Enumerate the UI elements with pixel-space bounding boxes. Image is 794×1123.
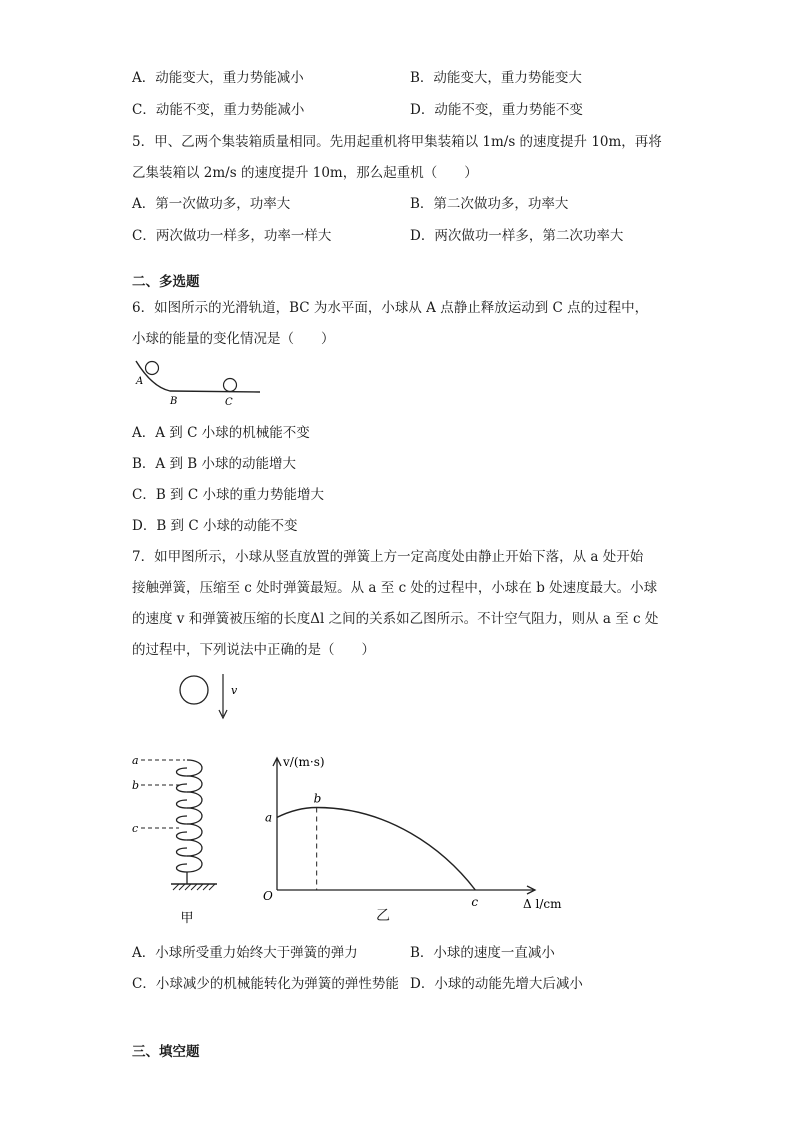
ball-at-a xyxy=(146,362,159,375)
velocity-label: v xyxy=(231,684,238,697)
section-title-fill-in: 三、填空题 xyxy=(132,1044,200,1060)
y-axis-label: v/(m·s) xyxy=(283,755,325,769)
q7-stem-line-4: 的过程中，下列说法中正确的是（ ） xyxy=(132,642,375,658)
point-b-label: b xyxy=(313,791,322,806)
q5-option-c: C．两次做功一样多，功率一样大 xyxy=(132,228,332,244)
x-axis-label: Δ l/cm xyxy=(523,897,562,911)
point-a-label: a xyxy=(265,810,273,825)
ground-hatch xyxy=(173,884,215,890)
q7-stem-line-3: 的速度 v 和弹簧被压缩的长度Δl 之间的关系如乙图所示。不计空气阻力，则从 a 至 c 处 xyxy=(132,611,659,627)
q7-option-a: A．小球所受重力始终大于弹簧的弹力 xyxy=(132,945,358,961)
q7-stem-line-2: 接触弹簧，压缩至 c 处时弹簧最短。从 a 至 c 处的过程中，小球在 b 处速度最大。小球 xyxy=(132,580,658,596)
origin-label: O xyxy=(263,889,273,903)
track-curve xyxy=(136,361,260,392)
q4-option-a: A．动能变大，重力势能减小 xyxy=(132,70,304,86)
q6-option-b: B．A 到 B 小球的动能增大 xyxy=(132,456,296,472)
q6-option-d: D．B 到 C 小球的动能不变 xyxy=(132,518,298,534)
track-label-b: B xyxy=(170,396,178,407)
q7-option-d: D．小球的动能先增大后减小 xyxy=(410,976,583,992)
track-label-c: C xyxy=(225,397,233,408)
level-a-label: a xyxy=(132,754,139,767)
q6-stem-line-1: 6．如图所示的光滑轨道，BC 为水平面，小球从 A 点静止释放运动到 C 点的过程中， xyxy=(132,300,649,316)
q5-option-a: A．第一次做功多，功率大 xyxy=(132,196,291,212)
q6-track-figure xyxy=(130,355,270,407)
level-b-label: b xyxy=(132,779,140,792)
q4-option-b: B．动能变大，重力势能变大 xyxy=(410,70,582,86)
q6-option-a: A．A 到 C 小球的机械能不变 xyxy=(132,425,310,441)
q7-stem-line-1: 7．如甲图所示，小球从竖直放置的弹簧上方一定高度处由静止开始下落，从 a 处开始 xyxy=(132,549,644,565)
q5-stem-line-2: 乙集装箱以 2m/s 的速度提升 10m，那么起重机（ ） xyxy=(132,165,478,181)
track-label-a: A xyxy=(136,376,144,387)
q5-option-d: D．两次做功一样多，第二次功率大 xyxy=(410,228,624,244)
spring-coil xyxy=(177,760,203,884)
q6-stem-line-2: 小球的能量的变化情况是（ ） xyxy=(132,331,335,347)
section-title-multiple-choice: 二、多选题 xyxy=(132,274,200,290)
q7-option-b: B．小球的速度一直减小 xyxy=(410,945,555,961)
q5-stem-line-1: 5．甲、乙两个集装箱质量相同。先用起重机将甲集装箱以 1m/s 的速度提升 10m，再将 xyxy=(132,134,662,150)
q4-option-c: C．动能不变，重力势能减小 xyxy=(132,102,305,118)
figure-jia-caption: 甲 xyxy=(180,911,194,926)
falling-ball xyxy=(180,676,208,704)
q7-velocity-chart xyxy=(255,748,562,930)
q7-option-c: C．小球减少的机械能转化为弹簧的弹性势能 xyxy=(132,976,399,992)
q4-option-d: D．动能不变，重力势能不变 xyxy=(410,102,583,118)
q5-option-b: B．第二次做功多，功率大 xyxy=(410,196,569,212)
figure-yi-caption: 乙 xyxy=(376,908,390,924)
velocity-curve xyxy=(277,808,475,891)
point-c-label: c xyxy=(471,895,479,909)
level-c-label: c xyxy=(132,822,139,835)
q7-spring-figure xyxy=(125,668,250,930)
ball-at-c xyxy=(224,379,237,392)
q6-option-c: C．B 到 C 小球的重力势能增大 xyxy=(132,487,324,503)
